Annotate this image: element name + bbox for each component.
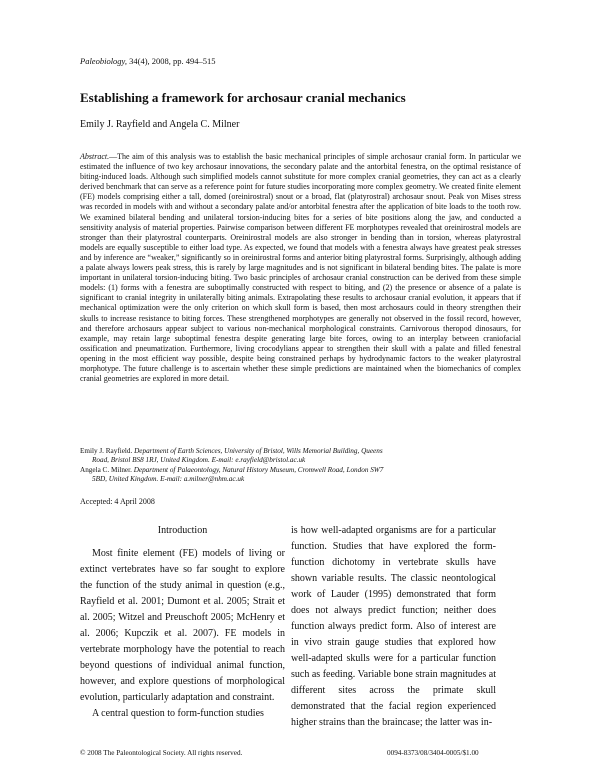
- abstract-text: —The aim of this analysis was to establish the basic mechanical principles of simple archosaur cranial form. In particular we estimated the influence of two key archosaur innovations, the secondary palate and the antorbital fenestra, on the optimal resistance of biting-induced loads. Although such simplified models cannot substitute for more complex cranial geometries, they can act as a clearly derived benchmark that can serve as a reference point for future studies incorporating more complex geometry. We created finite element (FE) models comprising either a tall, domed (oreinirostral) snout or a broad, flat (platyrostral) archosaur snout. Peak von Mises stress was recorded in models with and without a secondary palate and/or antorbital fenestra after the application of bite loads to the tooth row. We examined bilateral bending and unilateral torsion-inducing bites for a series of bite positions along the jaw, and conducted a sensitivity analysis of material properties. Pairwise comparison between different FE morphotypes revealed that oreinirostral models are stronger than their platyrostral counterparts. Oreinirostral models are also stronger in bending than in torsion, whereas platyrostral models are equally susceptible to either load type. As expected, we found that models with a fenestra always have greatest peak stresses and by inference are “weaker,” significantly so in oreinirostral forms and anterior biting platyrostral forms. Surprisingly, although adding a palate always lowers peak stress, this is rarely by large magnitudes and is not significant in bilateral bending bites. The palate is more important in unilateral torsion-inducing biting. Two basic principles of archosaur cranial construction can be derived from these simple models: (1) forms with a fenestra are suboptimally constructed with respect to biting, and (2) the presence or absence of a palate is significant to cranial integrity in unilaterally biting animals. Extrapolating these results to archosaur cranial evolution, it appears that if mechanical optimization were the only criterion on which skull form is based, then most archosaurs could in theory strengthen their skulls to increase resistance to biting forces. These strengthened morphotypes are generally not observed in the fossil record, however, and therefore archosaurs appear subject to various non-mechanical morphological constraints. Carnivorous theropod dinosaurs, for example, may retain large suboptimal fenestra despite generating large bite forces, owing to an interplay between craniofacial ossification and pneumatization. Furthermore, living crocodylians appear to strengthen their skull with a palate and filled fenestral opening in the most efficient way possible, despite being constrained perhaps by hydrodynamic factors to the weaker platyrostral morphotype. The future challenge is to ascertain whether these simple predictions are maintained when the biomechanics of complex cranial geometries are explored in more detail.: [80, 152, 521, 384]
- affiliation-milner: [80, 466, 521, 485]
- section-heading-introduction: Introduction: [157, 525, 208, 536]
- paper-title: Establishing a framework for archosaur cranial mechanics: [80, 90, 406, 105]
- journal-name: Paleobiology,: [80, 56, 127, 66]
- body-column-left: [80, 523, 285, 722]
- paper-authors: Emily J. Rayfield and Angela C. Milner: [80, 119, 240, 130]
- accepted-date: Accepted: 4 April 2008: [80, 497, 155, 506]
- copyright-notice: © 2008 The Paleontological Society. All rights reserved.: [80, 749, 243, 757]
- affiliation-name: Angela C. Milner.: [80, 466, 132, 474]
- journal-pages: 34(4), 2008, pp. 494–515: [126, 56, 216, 66]
- body-paragraph: Most finite element (FE) models of living or extinct vertebrates have so far sought to explore the function of the study animal in question (e.g., Rayfield et al. 2001; Dumont et al. 2005; Strait et al. 2005; Witzel and Preuschoft 2005; McHenry et al. 2006; Kupczik et al. 2007). FE models in vertebrate morphology have the potential to reach beyond questions of individual animal function, however, and explore questions of morphological evolution, particularly adaptation and constraint.: [80, 548, 285, 703]
- affiliation-line: Angela C. Milner. Department of Palaeontology, Natural History Museum, Cromwell Road, London SW7: [80, 466, 384, 474]
- affiliation-rayfield: [80, 447, 521, 466]
- body-paragraph: is how well-adapted organisms are for a particular function. Studies that have explored the form-function dichotomy in vertebrate skulls have shown variable results. The classic neontological work of Lauder (1995) demonstrated that form does not always predict function; neither does function always predict form. Also of interest are in vivo strain gauge studies that explored how well-adapted skulls were for a particular function such as feeding. Variable bone strain magnitudes at different sites across the primate skull demonstrated that the facial region experienced higher strains than the braincase; the latter was in-: [291, 525, 496, 728]
- affiliation-line: Road, Bristol BS8 1RJ, United Kingdom. E-mail: e.rayfield@bristol.ac.uk: [92, 456, 306, 465]
- affiliation-line: 5BD, United Kingdom. E-mail: a.milner@nhm.ac.uk: [92, 475, 245, 484]
- abstract-lead: Abstract.: [80, 152, 110, 161]
- article-code: 0094-8373/08/3404-0005/$1.00: [387, 749, 479, 757]
- affiliation-line: Emily J. Rayfield. Department of Earth Sciences, University of Bristol, Wills Memorial Building, Queens: [80, 447, 383, 455]
- body-paragraph: A central question to form-function studies: [92, 708, 264, 719]
- journal-citation: [80, 56, 216, 66]
- abstract: [80, 152, 521, 384]
- body-column-right: [291, 523, 496, 731]
- affiliation-name: Emily J. Rayfield.: [80, 447, 133, 455]
